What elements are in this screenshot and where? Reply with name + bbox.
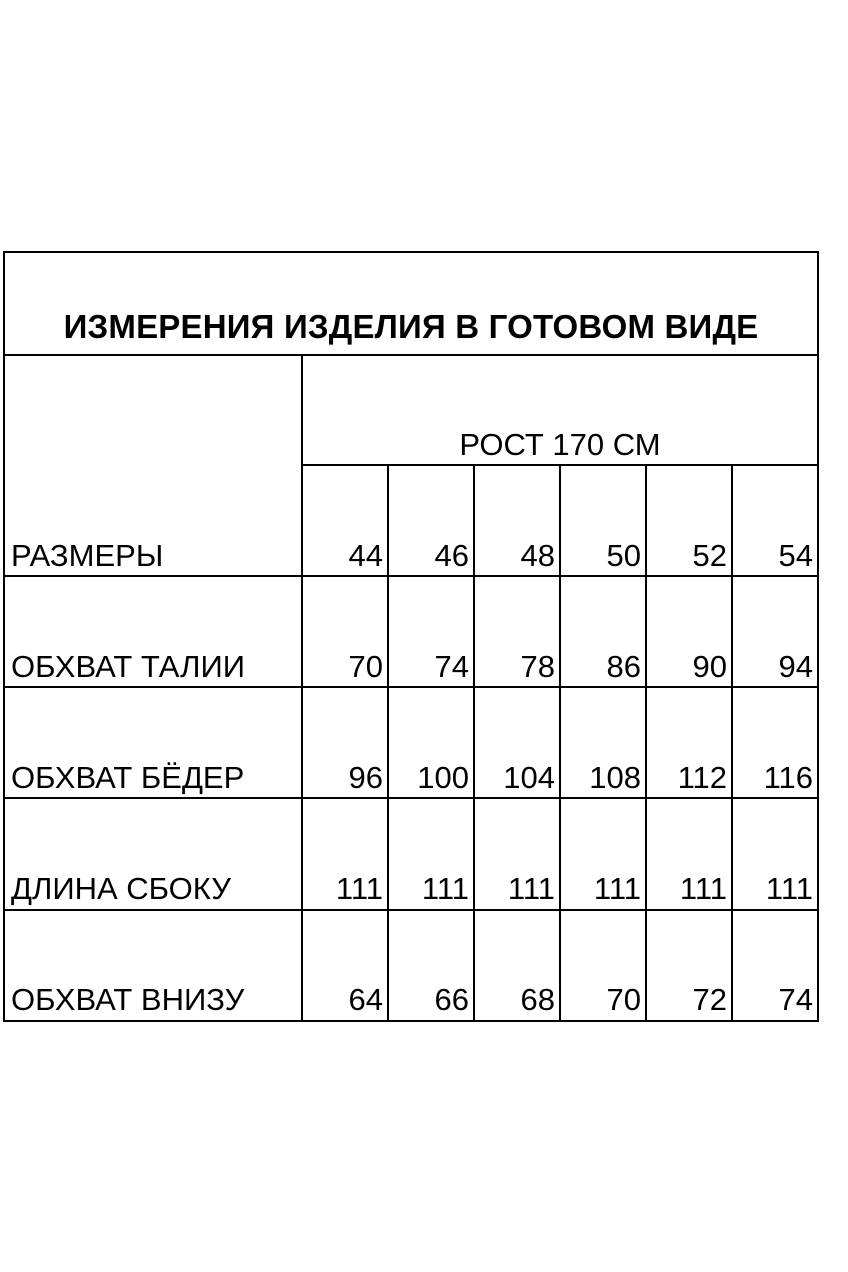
hips-cell: 104 bbox=[503, 760, 555, 795]
hem-cell: 68 bbox=[520, 982, 555, 1017]
row-label-waist: ОБХВАТ ТАЛИИ bbox=[11, 649, 246, 684]
side-length-cell: 111 bbox=[765, 871, 813, 906]
hem-cell: 74 bbox=[778, 982, 813, 1017]
waist-cell: 90 bbox=[692, 649, 727, 684]
row-label-side-length: ДЛИНА СБОКУ bbox=[11, 871, 231, 906]
hips-cell: 116 bbox=[763, 760, 813, 795]
row-divider bbox=[5, 909, 817, 911]
waist-cell: 70 bbox=[348, 649, 383, 684]
hips-cell: 100 bbox=[417, 760, 469, 795]
side-length-cell: 111 bbox=[335, 871, 383, 906]
hem-cell: 66 bbox=[434, 982, 469, 1017]
size-cell: 44 bbox=[348, 538, 383, 573]
row-label-hem: ОБХВАТ ВНИЗУ bbox=[11, 982, 245, 1017]
waist-cell: 74 bbox=[434, 649, 469, 684]
row-label-hips: ОБХВАТ БЁДЕР bbox=[11, 760, 245, 795]
table-title-cell bbox=[5, 253, 817, 356]
size-chart-table bbox=[3, 251, 819, 1022]
hem-cell: 64 bbox=[348, 982, 383, 1017]
row-divider bbox=[5, 686, 817, 688]
side-length-cell: 111 bbox=[593, 871, 641, 906]
height-label: РОСТ 170 СМ bbox=[459, 427, 661, 462]
side-length-cell: 111 bbox=[679, 871, 727, 906]
table-title: ИЗМЕРЕНИЯ ИЗДЕЛИЯ В ГОТОВОМ ВИДЕ bbox=[63, 308, 759, 345]
hips-cell: 96 bbox=[348, 760, 383, 795]
waist-cell: 94 bbox=[778, 649, 813, 684]
size-cell: 50 bbox=[606, 538, 641, 573]
size-cell: 52 bbox=[692, 538, 727, 573]
size-cell: 48 bbox=[520, 538, 555, 573]
side-length-cell: 111 bbox=[421, 871, 469, 906]
size-cell: 54 bbox=[778, 538, 813, 573]
waist-cell: 78 bbox=[520, 649, 555, 684]
waist-cell: 86 bbox=[606, 649, 641, 684]
row-divider bbox=[5, 797, 817, 799]
row-label-sizes: РАЗМЕРЫ bbox=[11, 538, 164, 573]
hips-cell: 108 bbox=[589, 760, 641, 795]
hem-cell: 72 bbox=[692, 982, 727, 1017]
hem-cell: 70 bbox=[606, 982, 641, 1017]
hips-cell: 112 bbox=[677, 760, 727, 795]
row-divider bbox=[5, 575, 817, 577]
side-length-cell: 111 bbox=[507, 871, 555, 906]
size-cell: 46 bbox=[434, 538, 469, 573]
